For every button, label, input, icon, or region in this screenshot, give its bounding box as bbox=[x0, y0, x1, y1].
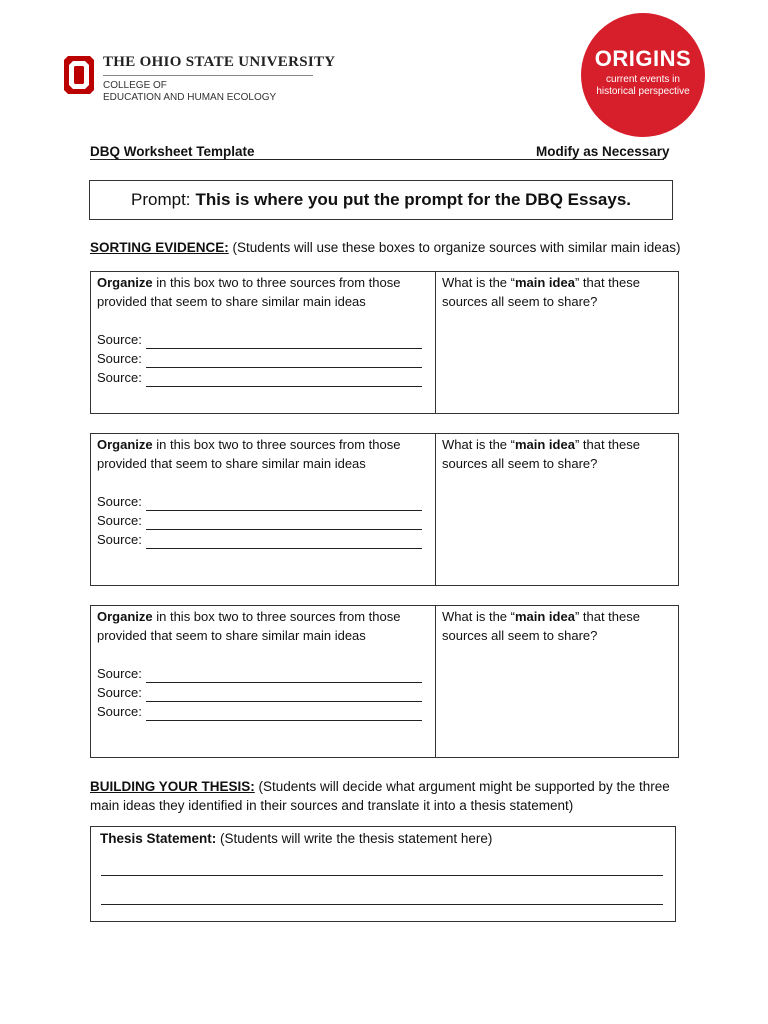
source-line[interactable] bbox=[97, 492, 435, 511]
source-label: Source: bbox=[97, 370, 142, 385]
source-blank[interactable] bbox=[146, 354, 422, 368]
source-label: Source: bbox=[97, 494, 142, 509]
thesis-blank-line-1[interactable] bbox=[101, 875, 663, 876]
source-label: Source: bbox=[97, 332, 142, 347]
source-line[interactable] bbox=[97, 530, 435, 549]
origins-subtitle: current events in historical perspective bbox=[596, 74, 690, 97]
source-label: Source: bbox=[97, 685, 142, 700]
prompt-text: This is where you put the prompt for the DBQ Essays. bbox=[195, 190, 631, 209]
source-blank[interactable] bbox=[146, 688, 422, 702]
origins-logo bbox=[581, 13, 705, 137]
main-idea-q-post: ” that these sources all seem to share? bbox=[442, 275, 640, 309]
thesis-section-instructions: (Students will decide what argument might be supported by the three main ideas they identified in their sources and translate it into a thesis statement) bbox=[90, 779, 670, 813]
organize-rest: in this box two to three sources from those provided that seem to share similar main ideas bbox=[97, 275, 401, 309]
sorting-instructions: (Students will use these boxes to organize sources with similar main ideas) bbox=[228, 240, 681, 255]
main-idea-q-bold: main idea bbox=[514, 609, 575, 624]
main-idea-cell[interactable] bbox=[436, 434, 678, 585]
university-name: THE OHIO STATE UNIVERSITY bbox=[103, 54, 336, 70]
source-blank[interactable] bbox=[146, 373, 422, 387]
osu-block-o-logo bbox=[64, 56, 94, 94]
source-label: Source: bbox=[97, 704, 142, 719]
source-blank[interactable] bbox=[146, 497, 422, 511]
template-underline bbox=[90, 159, 664, 160]
source-line[interactable] bbox=[97, 511, 435, 530]
main-idea-q-post: ” that these sources all seem to share? bbox=[442, 437, 640, 471]
main-idea-q-pre: What is the “ bbox=[442, 609, 515, 624]
prompt-label: Prompt: bbox=[131, 190, 191, 209]
source-label: Source: bbox=[97, 532, 142, 547]
thesis-blank-line-2[interactable] bbox=[101, 904, 663, 905]
sorting-evidence-line bbox=[90, 238, 680, 257]
source-line[interactable] bbox=[97, 702, 435, 721]
source-blank[interactable] bbox=[146, 535, 422, 549]
source-blank[interactable] bbox=[146, 669, 422, 683]
organize-label: Organize bbox=[97, 275, 153, 290]
template-title: DBQ Worksheet Template bbox=[90, 144, 255, 159]
college-name bbox=[103, 80, 276, 104]
organize-label: Organize bbox=[97, 437, 153, 452]
college-line-2: EDUCATION AND HUMAN ECOLOGY bbox=[103, 92, 277, 103]
source-label: Source: bbox=[97, 351, 142, 366]
source-label: Source: bbox=[97, 666, 142, 681]
source-line[interactable] bbox=[97, 330, 435, 349]
organize-box-3 bbox=[90, 605, 679, 758]
source-blank[interactable] bbox=[146, 516, 422, 530]
sorting-heading: SORTING EVIDENCE: bbox=[90, 240, 229, 255]
source-line[interactable] bbox=[97, 664, 435, 683]
prompt-box bbox=[89, 180, 673, 220]
main-idea-q-pre: What is the “ bbox=[442, 275, 515, 290]
source-line[interactable] bbox=[97, 368, 435, 387]
origins-title: ORIGINS bbox=[594, 46, 692, 71]
organize-cell bbox=[91, 434, 436, 585]
source-line[interactable] bbox=[97, 683, 435, 702]
source-blank[interactable] bbox=[146, 335, 422, 349]
main-idea-cell[interactable] bbox=[436, 606, 678, 757]
thesis-instructions: (Students will write the thesis statement here) bbox=[216, 831, 493, 846]
organize-label: Organize bbox=[97, 609, 153, 624]
organize-box-2 bbox=[90, 433, 679, 586]
main-idea-q-bold: main idea bbox=[514, 437, 575, 452]
source-blank[interactable] bbox=[146, 707, 422, 721]
organize-cell bbox=[91, 272, 436, 413]
organize-instructions bbox=[97, 607, 435, 645]
thesis-statement-box[interactable] bbox=[90, 826, 676, 922]
building-thesis-line bbox=[90, 777, 680, 815]
college-line-1: COLLEGE OF bbox=[103, 80, 167, 91]
organize-rest: in this box two to three sources from those provided that seem to share similar main ideas bbox=[97, 437, 401, 471]
header-divider bbox=[103, 75, 313, 76]
organize-instructions bbox=[97, 273, 435, 311]
main-idea-q-post: ” that these sources all seem to share? bbox=[442, 609, 640, 643]
organize-box-1 bbox=[90, 271, 679, 414]
organize-rest: in this box two to three sources from those provided that seem to share similar main ideas bbox=[97, 609, 401, 643]
organize-cell bbox=[91, 606, 436, 757]
modify-note: Modify as Necessary bbox=[536, 144, 670, 159]
source-line[interactable] bbox=[97, 349, 435, 368]
main-idea-q-pre: What is the “ bbox=[442, 437, 515, 452]
thesis-label: Thesis Statement: bbox=[100, 831, 217, 846]
main-idea-cell[interactable] bbox=[436, 272, 678, 413]
thesis-section-heading: BUILDING YOUR THESIS: bbox=[90, 779, 255, 794]
source-label: Source: bbox=[97, 513, 142, 528]
main-idea-q-bold: main idea bbox=[514, 275, 575, 290]
organize-instructions bbox=[97, 435, 435, 473]
